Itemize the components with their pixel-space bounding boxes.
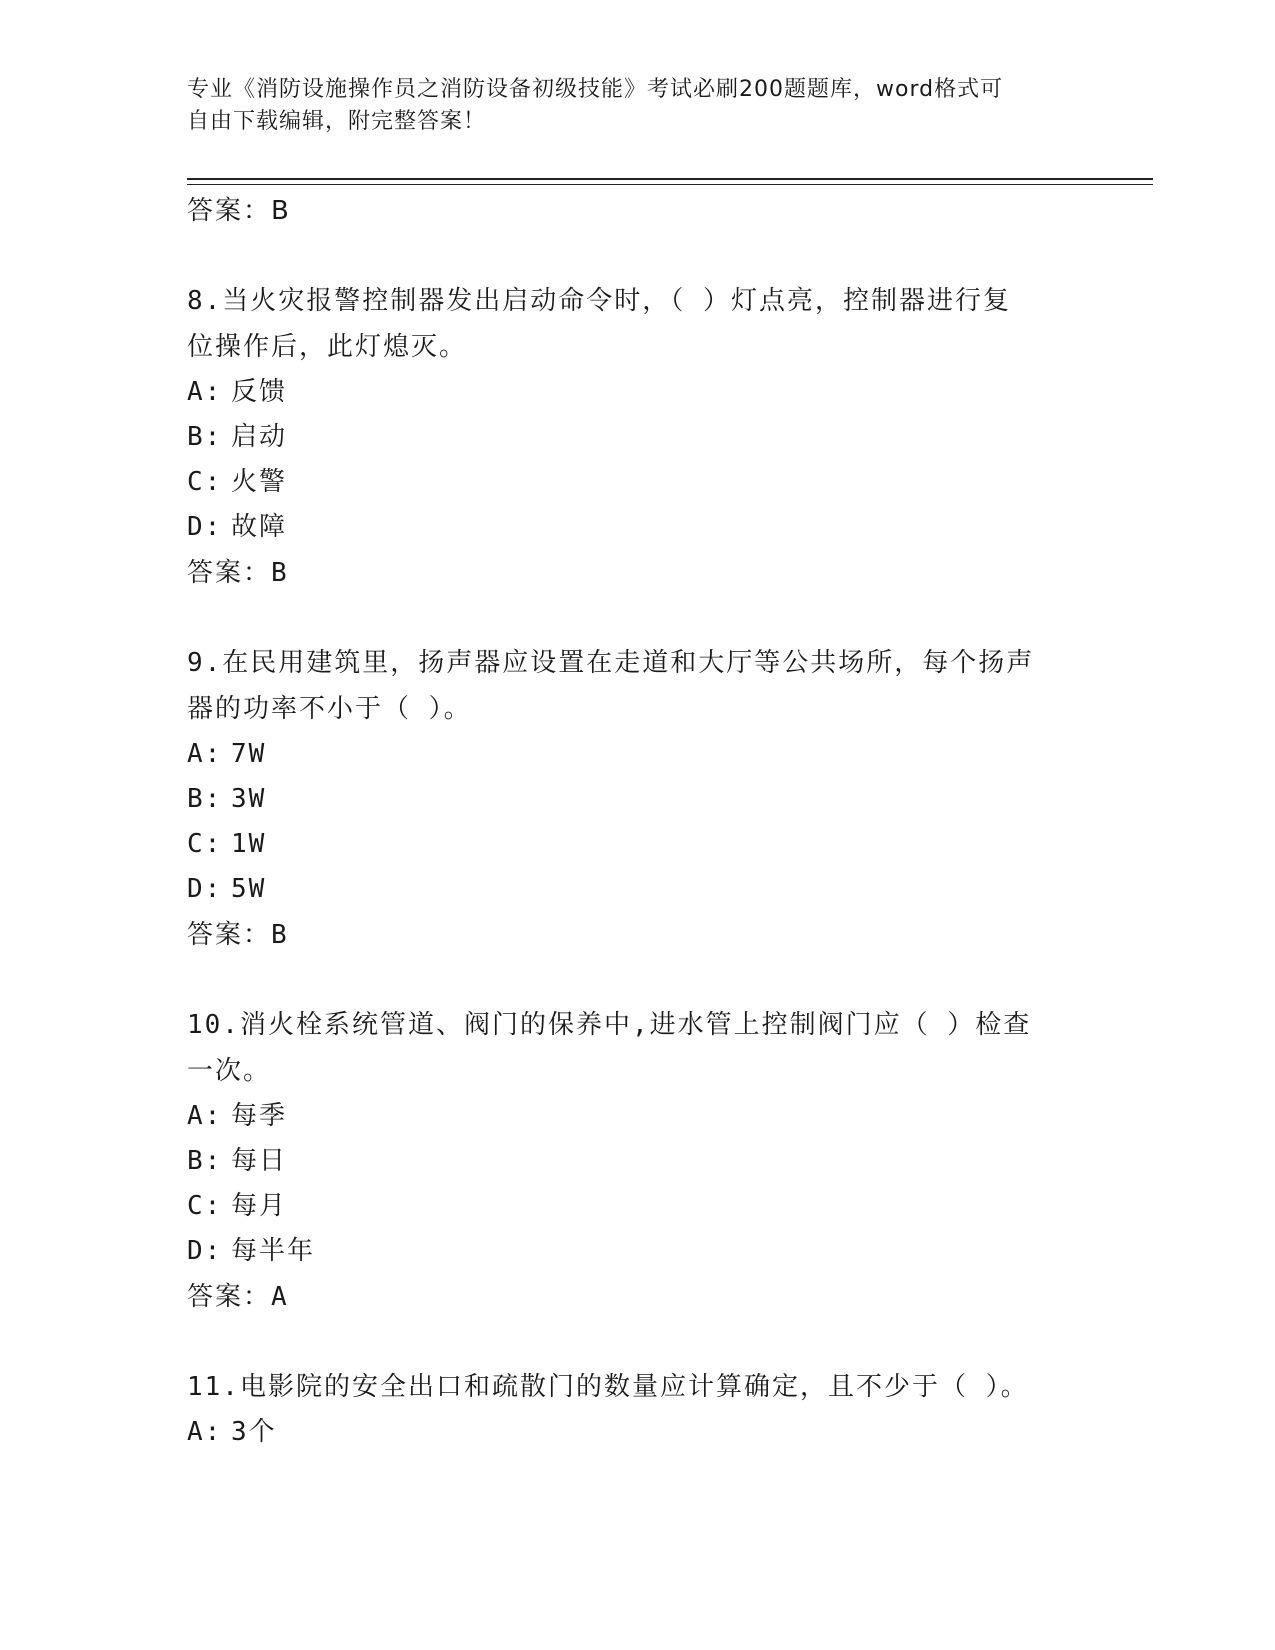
question-item (187, 1364, 1067, 1455)
question-line: 11.电影院的安全出口和疏散门的数量应计算确定，且不少于（ ）。 (187, 1372, 1029, 1402)
question-line: 10.消火栓系统管道、阀门的保养中,进水管上控制阀门应（ ）检查 (187, 1010, 1032, 1040)
answer-line: 答案：A (187, 1282, 289, 1312)
option-letter: B: (187, 422, 223, 452)
header-divider-thin (187, 184, 1153, 185)
question-list (187, 188, 1067, 1455)
option-c (187, 460, 1067, 505)
header-divider-thick (187, 178, 1153, 180)
option-text: 每月 (231, 1191, 288, 1221)
header-line-2: 自由下载编辑，附完整答案！ (187, 109, 487, 134)
option-b (187, 415, 1067, 460)
option-letter: A: (187, 1101, 223, 1131)
question-line: 8.当火灾报警控制器发出启动命令时，（ ）灯点亮，控制器进行复 (187, 286, 1011, 316)
option-a (187, 370, 1067, 415)
option-letter: C: (187, 467, 223, 497)
option-text: 7W (231, 739, 267, 769)
document-header (187, 74, 1067, 138)
option-text: 5W (231, 874, 267, 904)
option-letter: D: (187, 512, 223, 542)
question-item (187, 640, 1067, 958)
option-letter: B: (187, 784, 223, 814)
option-d (187, 1229, 1067, 1274)
option-d (187, 867, 1067, 912)
option-text: 每半年 (231, 1236, 316, 1266)
answer-line: 答案：B (187, 196, 291, 226)
question-line: 器的功率不小于（ ）。 (187, 694, 472, 724)
question-text (187, 278, 1067, 370)
option-text: 3个 (231, 1417, 277, 1447)
question-text (187, 640, 1067, 732)
question-text (187, 1364, 1067, 1410)
question-line: 9.在民用建筑里，扬声器应设置在走道和大厅等公共场所，每个扬声 (187, 648, 1035, 678)
option-a (187, 1094, 1067, 1139)
option-letter: D: (187, 874, 223, 904)
question-line: 一次。 (187, 1056, 272, 1086)
option-letter: B: (187, 1146, 223, 1176)
option-letter: C: (187, 829, 223, 859)
option-text: 每季 (231, 1101, 288, 1131)
option-text: 火警 (231, 467, 288, 497)
option-text: 1W (231, 829, 267, 859)
question-line: 位操作后，此灯熄灭。 (187, 332, 468, 362)
option-letter: C: (187, 1191, 223, 1221)
answer-line: 答案：B (187, 558, 289, 588)
option-text: 反馈 (231, 377, 288, 407)
option-letter: A: (187, 377, 223, 407)
question-item (187, 1002, 1067, 1320)
option-b (187, 1139, 1067, 1184)
option-d (187, 505, 1067, 550)
option-a (187, 732, 1067, 777)
option-letter: A: (187, 1417, 223, 1447)
question-text (187, 1002, 1067, 1094)
option-c (187, 1184, 1067, 1229)
option-c (187, 822, 1067, 867)
option-a (187, 1410, 1067, 1455)
option-text: 故障 (231, 512, 288, 542)
question-item (187, 278, 1067, 596)
option-text: 3W (231, 784, 267, 814)
header-line-1: 专业《消防设施操作员之消防设备初级技能》考试必刷200题题库，word格式可 (187, 77, 1004, 102)
option-text: 每日 (231, 1146, 288, 1176)
option-b (187, 777, 1067, 822)
option-letter: D: (187, 1236, 223, 1266)
option-text: 启动 (231, 422, 288, 452)
answer-line: 答案：B (187, 920, 289, 950)
option-letter: A: (187, 739, 223, 769)
